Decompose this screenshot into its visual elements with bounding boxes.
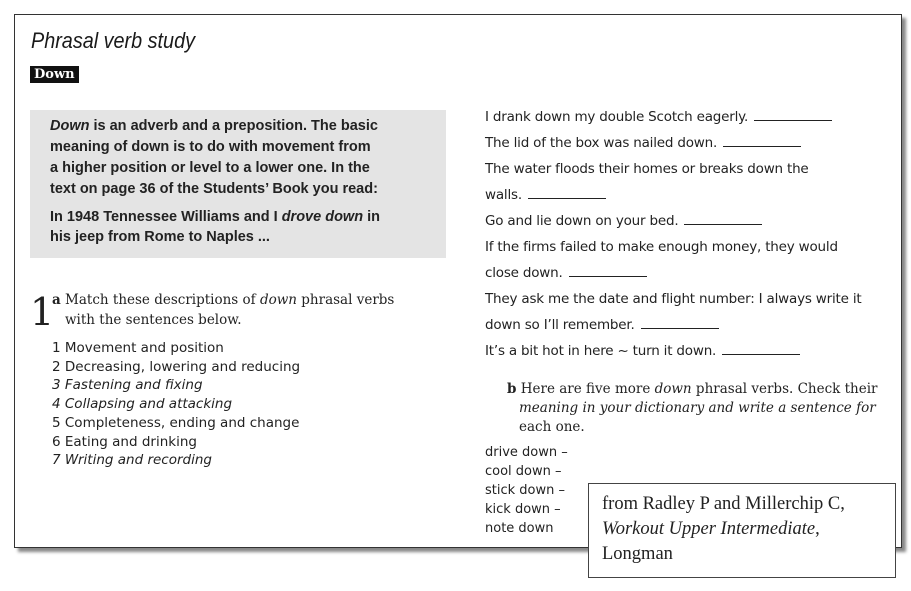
page-title: Phrasal verb study bbox=[31, 28, 195, 53]
phrasal-verb: kick down – bbox=[485, 502, 561, 517]
text: Here are five more bbox=[520, 381, 655, 397]
sentence-line bbox=[485, 291, 861, 307]
text: phrasal verbs. Check their bbox=[691, 381, 878, 397]
sentence-text: down so I’ll remember. bbox=[485, 317, 635, 333]
section-badge: Down bbox=[30, 66, 79, 83]
category-item: 6 Eating and drinking bbox=[52, 433, 197, 450]
sentence-text: Go and lie down on your bed. bbox=[485, 213, 679, 229]
phrasal-verb: drive down – bbox=[485, 445, 568, 460]
emphasis: down bbox=[654, 381, 692, 397]
answer-blank[interactable] bbox=[569, 275, 647, 277]
citation-line: from Radley P and Millerchip C, bbox=[602, 494, 845, 514]
part-b-instruction: meaning in your dictionary and write a sentence for bbox=[519, 400, 876, 416]
sentence-line bbox=[485, 343, 800, 359]
category-item: 7 Writing and recording bbox=[52, 452, 212, 469]
citation-line: Longman bbox=[602, 544, 673, 564]
exercise-number: 1 bbox=[30, 290, 55, 334]
text: , bbox=[815, 519, 820, 539]
sentence-text: The water floods their homes or breaks down the bbox=[485, 161, 809, 177]
part-a-instruction: with the sentences below. bbox=[65, 312, 242, 328]
sentence-text: walls. bbox=[485, 187, 522, 203]
sentence-text: close down. bbox=[485, 265, 563, 281]
answer-blank[interactable] bbox=[641, 327, 719, 329]
emphasis: drove down bbox=[281, 209, 364, 225]
quote-line bbox=[50, 209, 380, 225]
phrasal-verb: stick down – bbox=[485, 483, 565, 498]
phrasal-verb: note down bbox=[485, 521, 554, 536]
intro-line: meaning of down is to do with movement from bbox=[50, 139, 371, 155]
category-item: 2 Decreasing, lowering and reducing bbox=[52, 358, 301, 375]
citation-line bbox=[602, 519, 820, 540]
part-letter: a bbox=[52, 292, 61, 308]
part-b-instruction: each one. bbox=[519, 419, 585, 435]
intro-line: a higher position or level to a lower one. In the bbox=[50, 160, 370, 176]
intro-line bbox=[50, 118, 378, 134]
category-item: 1 Movement and position bbox=[52, 340, 224, 356]
category-item: 3 Fastening and fixing bbox=[52, 377, 203, 394]
category-item: 4 Collapsing and attacking bbox=[52, 396, 233, 413]
sentence-line bbox=[485, 161, 809, 177]
phrasal-verb: cool down – bbox=[485, 464, 562, 479]
answer-blank[interactable] bbox=[754, 119, 832, 121]
sentence-line bbox=[485, 109, 832, 125]
text: Match these descriptions of bbox=[65, 292, 260, 308]
answer-blank[interactable] bbox=[722, 353, 800, 355]
emphasis: down bbox=[259, 292, 297, 308]
text: In 1948 Tennessee Williams and I bbox=[50, 209, 282, 225]
sentence-line bbox=[485, 265, 647, 281]
sentence-line bbox=[485, 317, 719, 333]
sentence-text: It’s a bit hot in here ~ turn it down. bbox=[485, 343, 717, 359]
sentence-text: They ask me the date and flight number: I always write it bbox=[485, 291, 862, 307]
answer-blank[interactable] bbox=[723, 145, 801, 147]
sentence-line bbox=[485, 135, 801, 151]
sentence-text: I drank down my double Scotch eagerly. bbox=[485, 109, 749, 125]
sentence-line bbox=[485, 239, 838, 255]
intro-box bbox=[30, 110, 446, 258]
text: phrasal verbs bbox=[296, 292, 395, 308]
category-item: 5 Completeness, ending and change bbox=[52, 414, 300, 431]
answer-blank[interactable] bbox=[528, 197, 606, 199]
sentence-line bbox=[485, 187, 606, 203]
sentence-text: If the firms failed to make enough money, they would bbox=[485, 239, 838, 255]
part-b-instruction bbox=[507, 381, 878, 397]
part-a-instruction bbox=[52, 292, 394, 308]
text: is an adverb and a preposition. The basic bbox=[89, 118, 378, 134]
sentence-text: The lid of the box was nailed down. bbox=[485, 135, 718, 151]
quote-line: his jeep from Rome to Naples ... bbox=[50, 229, 270, 245]
emphasis: Down bbox=[50, 118, 90, 134]
sentence-line bbox=[485, 213, 762, 229]
intro-line: text on page 36 of the Students’ Book you read: bbox=[50, 181, 378, 197]
book-title: Workout Upper Intermediate bbox=[602, 519, 816, 539]
part-letter: b bbox=[507, 381, 517, 397]
text: in bbox=[363, 209, 380, 225]
answer-blank[interactable] bbox=[684, 223, 762, 225]
citation-box bbox=[588, 483, 896, 578]
